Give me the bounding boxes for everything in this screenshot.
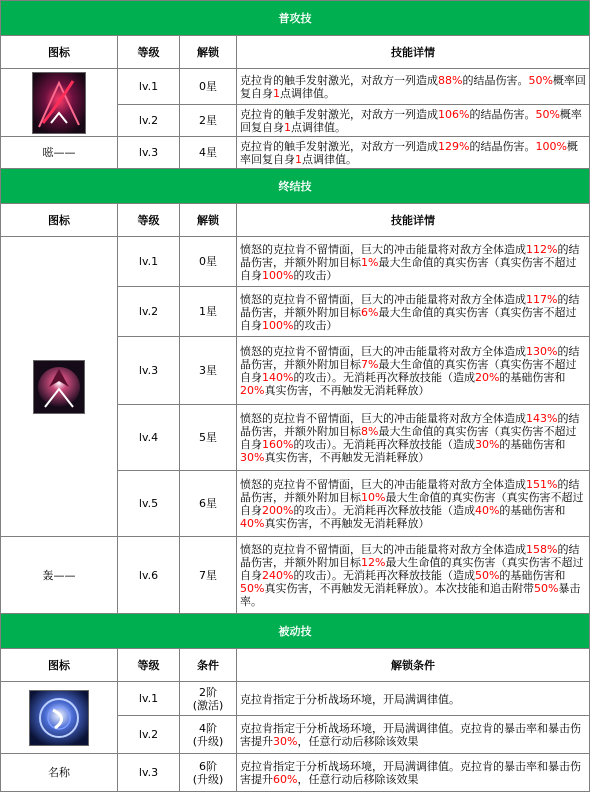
description-text: 的攻击）。无消耗再次释放技能（造成	[293, 371, 475, 384]
table-row	[1, 69, 590, 105]
highlight-value: 10%	[361, 491, 386, 504]
unlock-value: 3星	[199, 364, 217, 377]
unlock-cell	[180, 405, 237, 471]
table-row	[1, 237, 590, 287]
description-text: ，任意行动后移除该效果	[297, 735, 419, 748]
column-header: 条件	[180, 649, 237, 682]
unlock-cell	[180, 105, 237, 137]
description-text: 概率回复自身	[240, 74, 586, 100]
highlight-value: 106%	[438, 108, 470, 121]
description-text: 的结晶伤害，并额外附加目标	[240, 543, 580, 569]
description-text: 克拉肯的触手发射激光，对敌方一列造成	[240, 108, 438, 121]
unlock-value: 2星	[199, 114, 217, 127]
highlight-value: 1	[273, 87, 280, 100]
column-header-row	[1, 204, 590, 237]
description-text: 愤怒的克拉肯不留情面，巨大的冲击能量将对敌方全体造成	[240, 543, 526, 556]
description-text: 的结晶伤害。	[469, 140, 536, 153]
skill-description	[237, 405, 590, 471]
column-header: 技能详情	[237, 204, 590, 237]
skill-description	[237, 237, 590, 287]
skill-description	[237, 69, 590, 105]
highlight-value: 112%	[526, 242, 558, 256]
description-text: ，任意行动后移除该效果	[297, 773, 419, 786]
skill-icon-cell	[1, 682, 118, 754]
unlock-value: 6阶	[199, 759, 217, 773]
unlock-cell	[180, 537, 237, 614]
level-cell: lv.2	[118, 105, 180, 137]
description-text: 的结晶伤害，并额外附加目标	[240, 345, 580, 371]
column-header: 等级	[118, 649, 180, 682]
highlight-value: 20%	[240, 384, 265, 397]
level-cell: lv.2	[118, 287, 180, 337]
section-header	[1, 169, 590, 204]
skill-icon-cell	[1, 237, 118, 537]
level-cell: lv.2	[118, 716, 180, 754]
description-text: 最大生命值的真实伤害（真实伤害不超过自身	[240, 305, 577, 332]
description-text: 的基础伤害和	[499, 504, 566, 517]
highlight-value: 160%	[262, 438, 294, 451]
description-text: 的攻击）。无消耗再次释放技能（造成	[293, 438, 475, 451]
analysis-field-skill-icon	[1, 690, 117, 746]
highlight-value: 143%	[526, 412, 558, 425]
unlock-value: 5星	[199, 431, 217, 444]
unlock-cell	[180, 237, 237, 287]
description-text: 的结晶伤害，并额外附加目标	[240, 412, 580, 438]
description-text: 的攻击）	[293, 318, 338, 332]
skill-icon-cell	[1, 69, 118, 137]
highlight-value: 30%	[240, 451, 265, 464]
description-text: 点调律值。	[302, 153, 357, 166]
description-text: 愤怒的克拉肯不留情面，巨大的冲击能量将对敌方全体造成	[240, 292, 526, 306]
description-text: 愤怒的克拉肯不留情面，巨大的冲击能量将对敌方全体造成	[240, 478, 526, 491]
highlight-value: 140%	[262, 371, 294, 384]
unlock-value: 4阶	[199, 721, 217, 735]
highlight-value: 100%	[262, 318, 294, 332]
section-header	[1, 1, 590, 36]
description-text: 愤怒的克拉肯不留情面，巨大的冲击能量将对敌方全体造成	[240, 345, 526, 358]
column-header: 图标	[1, 649, 118, 682]
table-row	[1, 137, 590, 169]
highlight-value: 100%	[535, 140, 567, 153]
unlock-value: 2阶	[199, 685, 217, 699]
highlight-value: 12%	[361, 556, 386, 569]
highlight-value: 240%	[262, 569, 294, 582]
description-text: 克拉肯指定于分析战场环境，开局满调律值。克拉肯的暴击率和暴击伤害提升	[240, 722, 581, 748]
skill-description	[237, 471, 590, 537]
highlight-value: 50%	[474, 569, 500, 582]
highlight-value: 1	[284, 121, 291, 134]
highlight-value: 130%	[526, 345, 558, 358]
skill-description	[237, 137, 590, 169]
column-header: 解锁	[180, 204, 237, 237]
highlight-value: 50%	[535, 108, 560, 121]
description-text: 最大生命值的真实伤害（真实伤害不超过自身	[240, 425, 577, 451]
level-cell: lv.1	[118, 69, 180, 105]
section-title: 被动技	[1, 614, 590, 649]
highlight-value: 30%	[273, 735, 298, 748]
description-text: 真实伤害，不再触发无消耗释放）	[264, 517, 430, 530]
skill-name: 嗞——	[1, 137, 118, 169]
highlight-value: 200%	[262, 504, 294, 517]
description-text: 真实伤害，不再触发无消耗释放）。本次技能和追击附带	[264, 582, 534, 595]
unlock-value: 1星	[199, 305, 217, 318]
unlock-cell	[180, 682, 237, 716]
section-header	[1, 614, 590, 649]
highlight-value: 50%	[528, 74, 553, 87]
table-row	[1, 682, 590, 716]
description-text: 点调律值。	[280, 87, 335, 100]
description-text: 的结晶伤害。	[469, 108, 536, 121]
unlock-value: 7星	[199, 568, 217, 582]
description-text: 克拉肯的触手发射激光，对敌方一列造成	[240, 140, 438, 153]
column-header-row	[1, 649, 590, 682]
description-text: 克拉肯指定于分析战场环境，开局满调律值。	[240, 692, 460, 706]
description-text: 的攻击）。无消耗再次释放技能（造成	[293, 504, 475, 517]
description-text: 真实伤害，不再触发无消耗释放）	[264, 451, 430, 464]
highlight-value: 50%	[533, 582, 559, 595]
description-text: 克拉肯指定于分析战场环境，开局满调律值。克拉肯的暴击率和暴击伤害提升	[240, 760, 581, 786]
unlock-value: 0星	[199, 255, 217, 268]
skill-description	[237, 754, 590, 792]
description-text: 愤怒的克拉肯不留情面，巨大的冲击能量将对敌方全体造成	[240, 412, 526, 425]
description-text: 的结晶伤害，并额外附加目标	[240, 242, 580, 269]
description-text: 的结晶伤害。	[462, 74, 529, 87]
highlight-value: 117%	[526, 292, 558, 306]
level-cell: lv.4	[118, 405, 180, 471]
level-cell: lv.1	[118, 682, 180, 716]
highlight-value: 7%	[361, 358, 379, 371]
level-cell: lv.1	[118, 237, 180, 287]
unlock-value: 6星	[199, 497, 217, 510]
highlight-value: 50%	[240, 582, 265, 595]
description-text: 的攻击）	[293, 268, 338, 282]
description-text: 的基础伤害和	[499, 569, 566, 582]
highlight-value: 1	[295, 153, 302, 166]
section-title: 终结技	[1, 169, 590, 204]
column-header: 解锁	[180, 36, 237, 69]
skill-description	[237, 287, 590, 337]
skill-description	[237, 105, 590, 137]
description-text: 概率回复自身	[240, 140, 578, 166]
description-text: 概率回复自身	[240, 108, 582, 134]
unlock-cell	[180, 337, 237, 405]
level-cell: lv.3	[118, 137, 180, 169]
column-header: 图标	[1, 204, 118, 237]
level-cell: lv.3	[118, 337, 180, 405]
column-header-row	[1, 36, 590, 69]
unlock-note: (升级)	[192, 734, 224, 748]
table-row	[1, 754, 590, 792]
skill-name: 轰——	[1, 537, 118, 614]
column-header: 等级	[118, 204, 180, 237]
skill-description	[237, 537, 590, 614]
column-header: 解锁条件	[237, 649, 590, 682]
highlight-value: 6%	[361, 305, 379, 319]
description-text: 最大生命值的真实伤害（真实伤害不超过自身	[240, 255, 577, 282]
unlock-cell	[180, 471, 237, 537]
sonic-laser-skill-icon	[1, 72, 117, 134]
unlock-cell	[180, 137, 237, 169]
highlight-value: 151%	[526, 478, 558, 491]
section-title: 普攻技	[1, 1, 590, 36]
skill-description	[237, 716, 590, 754]
unlock-cell	[180, 287, 237, 337]
highlight-value: 1%	[361, 255, 379, 269]
highlight-value: 60%	[273, 773, 298, 786]
skill-description	[237, 337, 590, 405]
description-text: 的结晶伤害，并额外附加目标	[240, 478, 580, 504]
column-header: 图标	[1, 36, 118, 69]
description-text: 点调律值。	[291, 121, 346, 134]
highlight-value: 129%	[438, 140, 470, 153]
description-text: 克拉肯的触手发射激光，对敌方一列造成	[240, 74, 438, 87]
unlock-note: (激活)	[192, 698, 224, 712]
unlock-value: 0星	[199, 80, 217, 93]
description-text: 的基础伤害和	[499, 438, 566, 451]
description-text: 最大生命值的真实伤害（真实伤害不超过自身	[240, 556, 584, 582]
level-cell: lv.5	[118, 471, 180, 537]
description-text: 最大生命值的真实伤害（真实伤害不超过自身	[240, 491, 584, 517]
level-cell: lv.6	[118, 537, 180, 614]
highlight-value: 20%	[474, 371, 500, 384]
unlock-value: 4星	[199, 146, 217, 159]
shockwave-skill-icon	[1, 360, 117, 414]
table-row	[1, 537, 590, 614]
description-text: 暴击率。	[240, 582, 581, 608]
skill-name: 名称	[1, 754, 118, 792]
level-cell: lv.3	[118, 754, 180, 792]
description-text: 的结晶伤害，并额外附加目标	[240, 292, 580, 319]
highlight-value: 8%	[361, 425, 379, 438]
highlight-value: 40%	[474, 504, 500, 517]
unlock-note: (升级)	[192, 772, 224, 786]
description-text: 最大生命值的真实伤害（真实伤害不超过自身	[240, 358, 577, 384]
highlight-value: 100%	[262, 268, 294, 282]
column-header: 等级	[118, 36, 180, 69]
column-header: 技能详情	[237, 36, 590, 69]
description-text: 的攻击）。无消耗再次释放技能（造成	[293, 569, 475, 582]
description-text: 真实伤害，不再触发无消耗释放）	[264, 384, 430, 397]
skill-description	[237, 682, 590, 716]
highlight-value: 88%	[438, 74, 463, 87]
highlight-value: 30%	[474, 438, 500, 451]
unlock-cell	[180, 69, 237, 105]
description-text: 愤怒的克拉肯不留情面，巨大的冲击能量将对敌方全体造成	[240, 242, 526, 256]
highlight-value: 40%	[240, 517, 265, 530]
highlight-value: 158%	[526, 543, 558, 556]
description-text: 的基础伤害和	[499, 371, 566, 384]
unlock-cell	[180, 754, 237, 792]
unlock-cell	[180, 716, 237, 754]
